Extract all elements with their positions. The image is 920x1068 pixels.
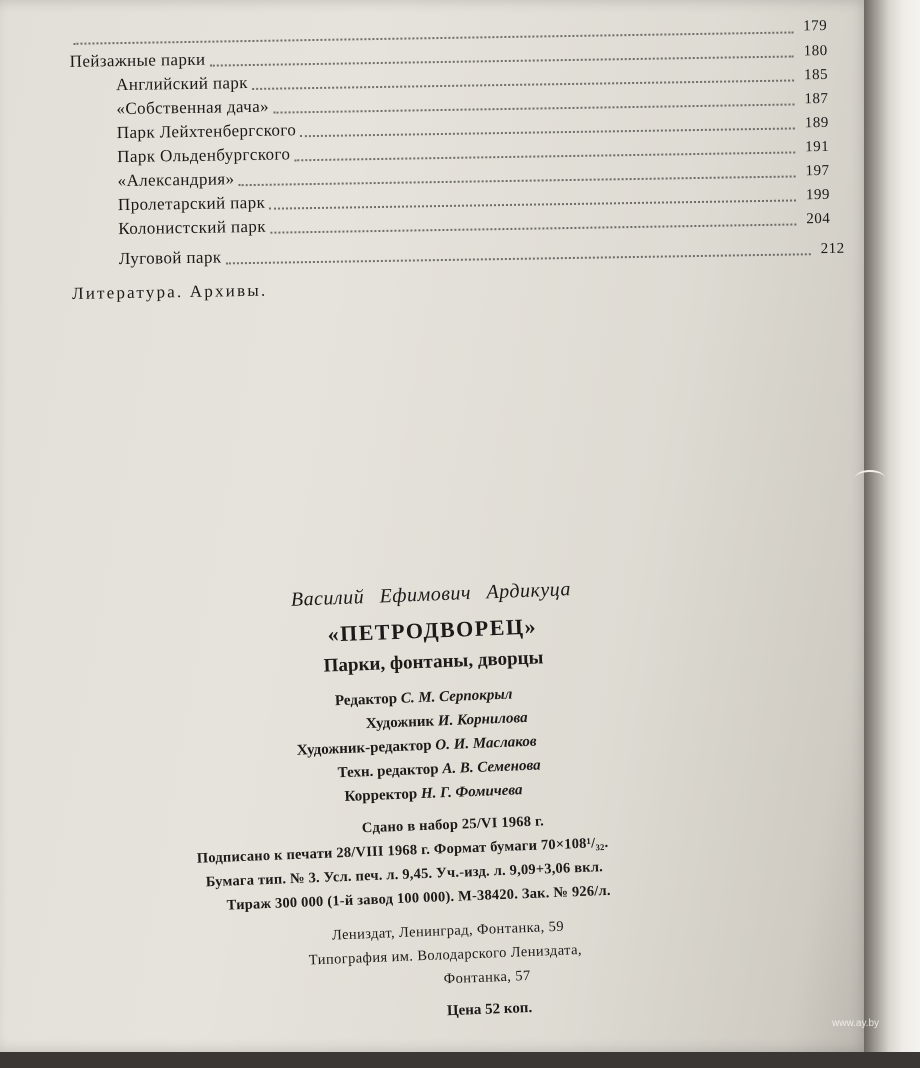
toc-leader-dots: [225, 241, 811, 264]
table-of-contents: [0, 0, 864, 311]
toc-entry-page: 185: [803, 66, 829, 84]
colophon: [0, 555, 878, 1068]
publishing-line: Тираж 300 000 (1-й завод 100 000). М-38420. Зак. № 926/л.: [226, 882, 611, 914]
press-line: Типография им. Володарского Лениздата,: [308, 941, 583, 969]
toc-entry-title: Луговой парк: [118, 247, 222, 269]
toc-entry-page: 191: [805, 138, 830, 156]
publishing-line: Сдано в набор 25/VI 1968 г.: [361, 813, 545, 837]
toc-entry-page: 199: [805, 186, 831, 204]
toc-entry: [119, 236, 845, 271]
credit-name: С. М. Серпокрыл: [400, 686, 513, 707]
toc-entry-title: Английский парк: [115, 73, 249, 95]
toc-entry-title: Пролетарский парк: [117, 192, 266, 215]
publishing-line: Подписано к печати 28/VIII 1968 г. Формат бумаги 70×108¹/₃₂.: [196, 834, 609, 867]
toc-leader-dots: [300, 115, 795, 137]
toc-entry-page: 212: [820, 240, 845, 258]
toc-entry-title: «Собственная дача»: [116, 96, 270, 119]
credit-name: О. И. Маслаков: [435, 733, 537, 754]
credit-line: [337, 757, 541, 782]
credit-name: И. Корнилова: [437, 709, 528, 730]
watermark-text: www.ay.by: [832, 1018, 880, 1029]
press-line: Лениздат, Ленинград, Фонтанка, 59: [331, 918, 565, 944]
credit-line: [335, 686, 513, 710]
book-price: Цена 52 коп.: [446, 999, 533, 1020]
toc-entry-page: 180: [803, 42, 828, 60]
toc-entry-page: 197: [805, 162, 830, 180]
credit-role: Корректор: [344, 786, 418, 805]
toc-leader-dots: [269, 187, 796, 209]
publishing-line: Бумага тип. № 3. Усл. печ. л. 9,45. Уч.-изд. л. 9,09+3,06 вкл.: [205, 859, 604, 891]
toc-entry-page: 187: [804, 90, 829, 108]
credit-role: Редактор: [334, 690, 398, 710]
toc-leader-dots: [294, 139, 795, 161]
book-title: «ПЕТРОДВОРЕЦ»: [327, 613, 538, 647]
binding-thread: [855, 470, 885, 486]
toc-entry-page: 189: [804, 114, 829, 132]
toc-leader-dots: [252, 67, 794, 90]
credit-role: Художник-редактор: [296, 737, 432, 759]
toc-entry-title: Колонистский парк: [118, 216, 267, 239]
toc-leader-dots: [273, 91, 795, 113]
credit-name: А. В. Семенова: [442, 757, 541, 778]
credit-line: [366, 710, 528, 733]
credit-line: [344, 782, 522, 806]
book-spine: [864, 0, 920, 1052]
toc-literature-entry: Литература. Архивы.: [71, 280, 268, 303]
toc-entry-title: «Александрия»: [117, 169, 235, 191]
toc-entry-page: 204: [806, 210, 831, 228]
credit-role: Техн. редактор: [337, 761, 439, 782]
press-line: Фонтанка, 57: [443, 967, 531, 988]
toc-entry-title: Парк Лейхтенбергского: [116, 120, 297, 143]
credit-name: Н. Г. Фомичева: [420, 782, 523, 803]
toc-leader-dots: [270, 211, 797, 233]
toc-entry-title: Парк Ольденбургского: [117, 144, 291, 167]
book-author: Василий Ефимович Ардикуца: [290, 578, 572, 611]
credit-line: [297, 734, 537, 760]
book-subtitle: Парки, фонтаны, дворцы: [323, 647, 544, 677]
credit-role: Художник: [365, 713, 435, 733]
toc-entry-page: 179: [803, 17, 828, 35]
toc-entry-title: Пейзажные парки: [69, 49, 206, 71]
